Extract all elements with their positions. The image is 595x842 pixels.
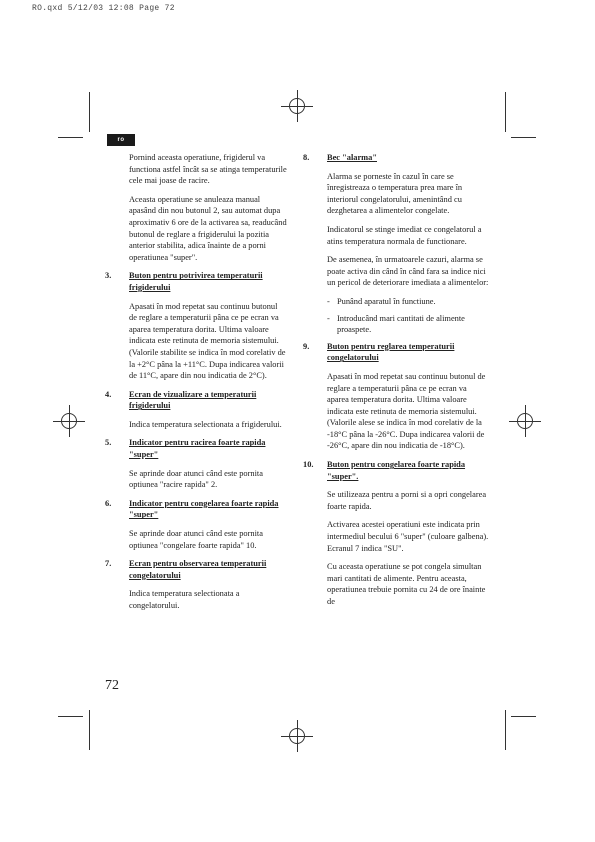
paragraph: Indicatorul se stinge imediat ce congelatorul a atins temperatura normala de functionare. xyxy=(327,224,482,246)
page-number: 72 xyxy=(105,678,119,693)
section-number: 4. xyxy=(105,389,112,399)
registration-mark-icon xyxy=(517,413,533,429)
crop-mark xyxy=(58,716,83,717)
paragraph: Se aprinde doar atunci când este pornita optiunea "congelare foarte rapida" 10. xyxy=(129,529,263,550)
section-title: Buton pentru congelarea foarte rapida "super". xyxy=(327,460,466,481)
section-heading xyxy=(303,459,489,482)
paragraph: Indica temperatura selectionata a frigiderului. xyxy=(129,419,282,429)
bullet-dash: - xyxy=(327,296,330,306)
section-number: 8. xyxy=(303,153,310,162)
section-heading xyxy=(105,437,287,460)
section-heading xyxy=(105,389,287,412)
list-item-text: Introducând mari cantitati de alimente proaspete. xyxy=(337,313,465,335)
paragraph: Apasati în mod repetat sau continuu butonul de reglare a temperaturii pâna ce pe ecran va aparea temperatura dorita. Ultima valoare indicata este retinuta de memoria sistemului. (Valorile alese se indica în mod corelativ de la -18°C pâna la -26°C. Dupa indicarea valorii de -26°C, apare din nou indicatia de -18°C). xyxy=(327,371,486,451)
section-title: Indicator pentru congelarea foarte rapida "super" xyxy=(129,498,279,520)
paragraph: Apasati în mod repetat sau continuu butonul de reglare a temperaturii pâna ce pe ecran va aparea temperatura dorita. Ultima valoare indicata este retinuta de memoria sistemului. (Valorile stabilite se indica în mod corelativ de la +2°C pâna la +11°C. Dupa indicarea valorii de 11°C, apare din nou indicatia de 2°C). xyxy=(129,301,286,381)
bullet-dash: - xyxy=(327,313,330,323)
list-item xyxy=(327,296,489,308)
print-header: RO.qxd 5/12/03 12:08 Page 72 xyxy=(32,4,175,13)
crop-mark xyxy=(58,137,83,138)
paragraph: Se aprinde doar atunci când este pornita optiunea "racire rapida" 2. xyxy=(129,468,263,490)
section-heading xyxy=(303,152,489,164)
section-title: Buton pentru reglarea temperaturii congelatorului xyxy=(327,341,455,363)
crop-mark xyxy=(89,92,90,132)
crop-mark xyxy=(89,710,90,750)
section-heading xyxy=(105,558,287,581)
section-heading xyxy=(105,498,287,521)
section-title: Bec "alarma" xyxy=(327,153,377,162)
section-title: Ecran de vizualizare a temperaturii frigiderului xyxy=(129,389,257,411)
registration-mark-icon xyxy=(289,98,305,114)
crop-mark xyxy=(505,710,506,750)
paragraph: De asemenea, în urmatoarele cazuri, alarma se poate activa din când în când fara sa indice nici un pericol de deteriorare imediata a alimentelor: xyxy=(327,255,489,288)
crop-mark xyxy=(505,92,506,132)
paragraph: Aceasta operatiune se anuleaza manual apasând din nou butonul 2, sau automat dupa aproximativ 6 ore de la activarea sa, readucând butonul de reglare a frigiderului la pozitia anterior stabilita, adica înainte de a porni operatiunea "super". xyxy=(129,194,287,262)
section-title: Buton pentru potrivirea temperaturii frigiderului xyxy=(129,271,263,292)
section-number: 7. xyxy=(105,559,112,569)
section-number: 5. xyxy=(105,438,112,448)
section-number: 9. xyxy=(303,341,310,351)
paragraph: Se utilizeaza pentru a porni si a opri congelarea foarte rapida. xyxy=(327,490,487,511)
paragraph: Pornind aceasta operatiune, frigiderul va functiona astfel încât sa se atinga temperaturile cele mai joase de racire. xyxy=(129,153,287,186)
paragraph: Alarma se porneste în cazul în care se înregistreaza o temperatura prea mare în interiorul congelatorului, amenintând cu dezghetarea a alimentelor congelate. xyxy=(327,171,463,216)
registration-mark-icon xyxy=(61,413,77,429)
right-column xyxy=(303,152,489,615)
paragraph: Indica temperatura selectionata a congelatorului. xyxy=(129,589,240,610)
paragraph: Cu aceasta operatiune se pot congela simultan mari cantitati de alimente. Pentru aceasta, operatiunea trebuie pornita cu 24 de ore înainte de xyxy=(327,562,486,606)
section-number: 6. xyxy=(105,498,112,508)
section-title: Ecran pentru observarea temperaturii congelatorului xyxy=(129,559,267,580)
list-item-text: Punând aparatul în functiune. xyxy=(337,296,436,306)
crop-mark xyxy=(511,137,536,138)
left-column xyxy=(105,152,287,619)
crop-mark xyxy=(511,716,536,717)
language-tab: ro xyxy=(107,134,135,146)
paragraph: Activarea acestei operatiuni este indicata prin intermediul becului 6 "super" (culoare galbena). Ecranul 7 indica "SU". xyxy=(327,520,489,553)
section-number: 3. xyxy=(105,271,112,281)
section-title: Indicator pentru racirea foarte rapida "super" xyxy=(129,438,266,460)
section-heading xyxy=(303,341,489,364)
section-number: 10. xyxy=(303,460,314,470)
list-item xyxy=(327,313,489,336)
registration-mark-icon xyxy=(289,728,305,744)
section-heading xyxy=(105,270,287,293)
